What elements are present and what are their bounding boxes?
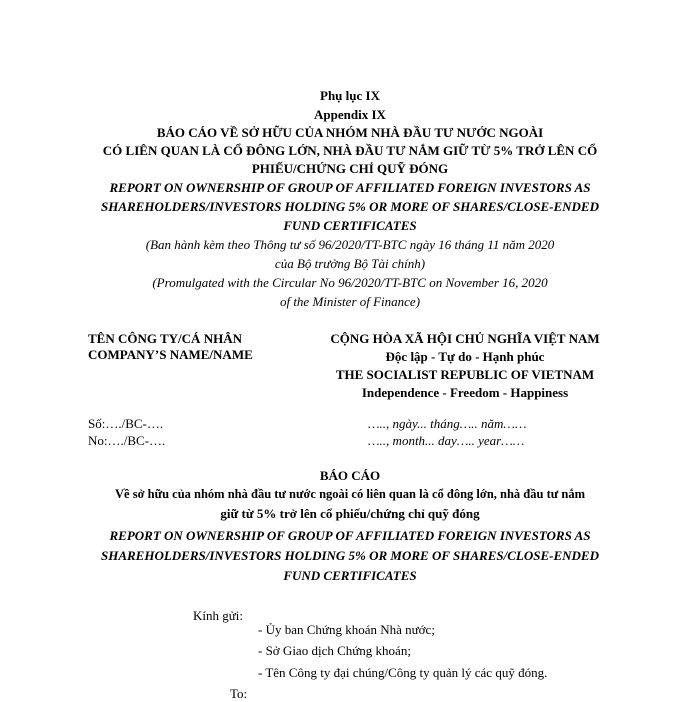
title-vi-line-3: PHIẾU/CHỨNG CHỈ QUỸ ĐÓNG (251, 161, 449, 176)
report-number-vi: Số:…./BC-…. (88, 416, 164, 431)
report-subject-vi-line-2: giữ từ 5% trở lên cổ phiếu/chứng chỉ quỹ đóng (220, 506, 480, 521)
issued-en-line-2: of the Minister of Finance) (279, 294, 421, 309)
title-en-line-2: SHAREHOLDERS/INVESTORS HOLDING 5% OR MORE OF SHARES/CLOSE-ENDED (101, 199, 599, 214)
report-subject-en-line-2: SHAREHOLDERS/INVESTORS HOLDING 5% OR MORE OF SHARES/CLOSE-ENDED (101, 548, 599, 563)
issued-en-line-1: (Promulgated with the Circular No 96/2020/TT-BTC on November 16, 2020 (152, 275, 548, 290)
title-en-line-3: FUND CERTIFICATES (283, 218, 417, 233)
recipient-item-1: - Ủy ban Chứng khoán Nhà nước; (258, 622, 435, 637)
nation-vi: CỘNG HÒA XÃ HỘI CHỦ NGHĨA VIỆT NAM (330, 331, 600, 346)
report-subject-vi-line-1: Về sở hữu của nhóm nhà đầu tư nước ngoài có liên quan là cổ đông lớn, nhà đầu tư nắm (115, 487, 585, 501)
title-vi-line-2: CÓ LIÊN QUAN LÀ CỔ ĐÔNG LỚN, NHÀ ĐẦU TƯ NẮM GIỮ TỪ 5% TRỞ LÊN CỔ (102, 143, 598, 158)
company-name-en: COMPANY’S NAME/NAME (88, 347, 253, 362)
recipient-item-2: - Sở Giao dịch Chứng khoán; (258, 643, 411, 658)
recipient-item-3: - Tên Công ty đại chúng/Công ty quản lý các quỹ đóng. (258, 665, 548, 680)
company-name-vi: TÊN CÔNG TY/CÁ NHÂN (88, 331, 242, 346)
recipients-label-vi: Kính gửi: (193, 608, 244, 623)
recipients-label-en: To: (230, 686, 248, 701)
nation-en: THE SOCIALIST REPUBLIC OF VIETNAM (335, 367, 595, 382)
appendix-label-vi: Phụ lục IX (320, 88, 380, 103)
issued-vi-line-1: (Ban hành kèm theo Thông tư số 96/2020/TT-BTC ngày 16 tháng 11 năm 2020 (145, 237, 555, 252)
issued-vi-line-2: của Bộ trưởng Bộ Tài chính) (274, 256, 426, 271)
appendix-label-en: Appendix IX (314, 107, 386, 122)
report-heading: BÁO CÁO (319, 468, 381, 483)
report-subject-en-line-3: FUND CERTIFICATES (283, 568, 417, 583)
report-number-en: No:…./BC-…. (88, 433, 166, 448)
title-vi-line-1: BÁO CÁO VỀ SỞ HỮU CỦA NHÓM NHÀ ĐẦU TƯ NƯỚC NGOÀI (156, 125, 544, 140)
motto-en: Independence - Freedom - Happiness (361, 385, 569, 400)
motto-vi: Độc lập - Tự do - Hạnh phúc (385, 349, 545, 364)
title-en-line-1: REPORT ON OWNERSHIP OF GROUP OF AFFILIATED FOREIGN INVESTORS AS (109, 180, 591, 195)
report-date-en: ….., month... day….. year…… (368, 433, 525, 448)
report-date-vi: ….., ngày... tháng….. năm…… (368, 416, 527, 431)
report-subject-en-line-1: REPORT ON OWNERSHIP OF GROUP OF AFFILIATED FOREIGN INVESTORS AS (109, 528, 591, 543)
